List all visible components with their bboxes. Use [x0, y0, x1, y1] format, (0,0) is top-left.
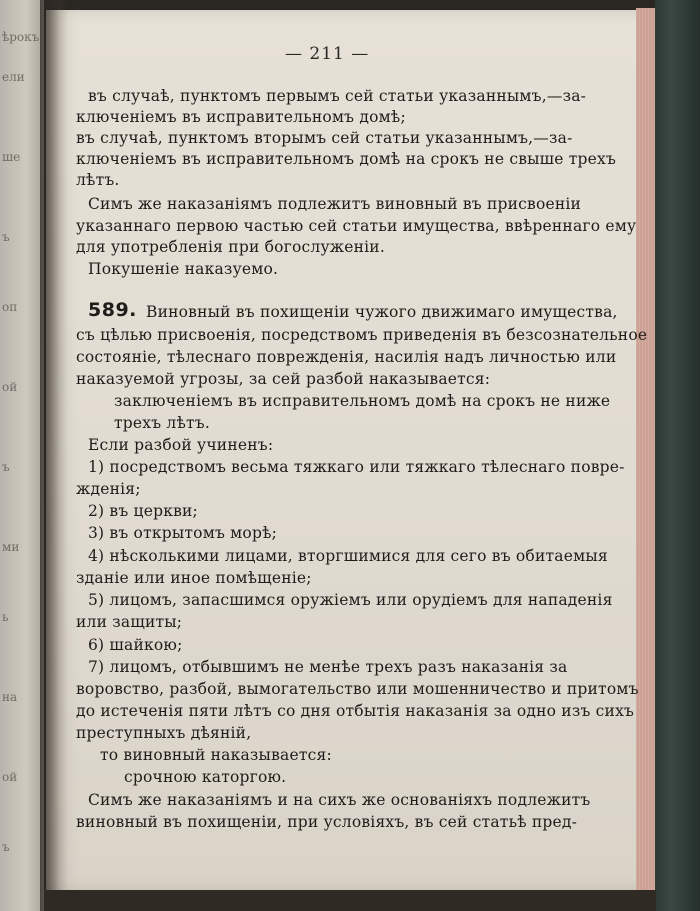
- left-page-text: ше: [2, 150, 21, 164]
- text-line: то виновный наказывается:: [100, 746, 332, 764]
- text-line: Если разбой учиненъ:: [88, 436, 274, 454]
- text-line: 6) шайкою;: [88, 636, 183, 654]
- bottom-shadow: [44, 890, 656, 911]
- text-line: въ случаѣ, пунктомъ вторымъ сей статьи указаннымъ,—за-: [76, 129, 573, 147]
- text-line: 5) лицомъ, запасшимся оружіемъ или орудіемъ для нападенія: [88, 591, 613, 609]
- text-line: 7) лицомъ, отбывшимъ не менѣе трехъ разъ наказанія за: [88, 658, 568, 676]
- page-edges: [636, 8, 656, 892]
- left-page-text: на: [2, 690, 18, 704]
- text-line: 2) въ церкви;: [88, 502, 198, 520]
- text-line: виновный въ похищеніи, при условіяхъ, въ сей статьѣ пред-: [76, 813, 578, 831]
- left-page-text: ми: [2, 540, 20, 554]
- text-line: преступныхъ дѣяній,: [76, 724, 252, 742]
- text-line: Виновный въ похищеніи чужого движимаго имущества,: [146, 303, 618, 321]
- left-page-text: ой: [2, 380, 18, 394]
- text-line: заключеніемъ въ исправительномъ домѣ на срокъ не ниже: [114, 392, 611, 410]
- text-line: состояніе, тѣлеснаго поврежденія, насилія надъ личностью или: [76, 348, 617, 366]
- text-line: ключеніемъ въ исправительномъ домѣ;: [76, 108, 406, 126]
- left-page-text: ъ: [2, 230, 10, 244]
- text-line: Симъ же наказаніямъ подлежитъ виновный въ присвоеніи: [88, 195, 582, 213]
- text-line: Симъ же наказаніямъ и на сихъ же основаніяхъ подлежитъ: [88, 791, 591, 809]
- text-line: жденія;: [76, 480, 141, 498]
- text-line: 4) нѣсколькими лицами, вторгшимися для сего въ обитаемыя: [88, 547, 608, 565]
- text-line: въ случаѣ, пунктомъ первымъ сей статьи указаннымъ,—за-: [88, 87, 587, 105]
- text-line: срочною каторгою.: [124, 768, 287, 786]
- text-line: зданіе или иное помѣщеніе;: [76, 569, 312, 587]
- text-line: до истеченія пяти лѣтъ со дня отбытія наказанія за одно изъ сихъ: [76, 702, 635, 720]
- gutter-shadow: [40, 0, 68, 911]
- text-line: для употребленія при богослуженіи.: [76, 238, 385, 256]
- text-line: воровство, разбой, вымогательство или мошенничество и притомъ: [76, 680, 639, 698]
- text-line: или защиты;: [76, 613, 183, 631]
- article-number: 589.: [88, 299, 137, 321]
- text-line: указаннаго первою частью сей статьи имущества, ввѣреннаго ему: [76, 217, 637, 235]
- text-line: наказуемой угрозы, за сей разбой наказывается:: [76, 370, 491, 388]
- left-page-text: ели: [2, 70, 25, 84]
- text-line: съ цѣлью присвоенія, посредствомъ приведенія въ безсознательное: [76, 326, 648, 344]
- left-page-text: ъ: [2, 840, 10, 854]
- text-line: лѣтъ.: [76, 171, 120, 189]
- left-page-text: ѣрокъ: [2, 30, 40, 44]
- left-page-text: оп: [2, 300, 18, 314]
- page-number: — 211 —: [285, 44, 370, 64]
- text-line: трехъ лѣтъ.: [114, 414, 210, 432]
- left-facing-page: [0, 0, 44, 911]
- left-page-text: ь: [2, 610, 9, 624]
- left-page-text: ой: [2, 770, 18, 784]
- text-line: Покушеніе наказуемо.: [88, 260, 279, 278]
- text-line: 3) въ открытомъ морѣ;: [88, 524, 278, 542]
- left-page-text: ъ: [2, 460, 10, 474]
- book-cover: [655, 0, 700, 911]
- text-line: ключеніемъ въ исправительномъ домѣ на срокъ не свыше трехъ: [76, 150, 617, 168]
- text-line: 1) посредствомъ весьма тяжкаго или тяжкаго тѣлеснаго повре-: [88, 458, 625, 476]
